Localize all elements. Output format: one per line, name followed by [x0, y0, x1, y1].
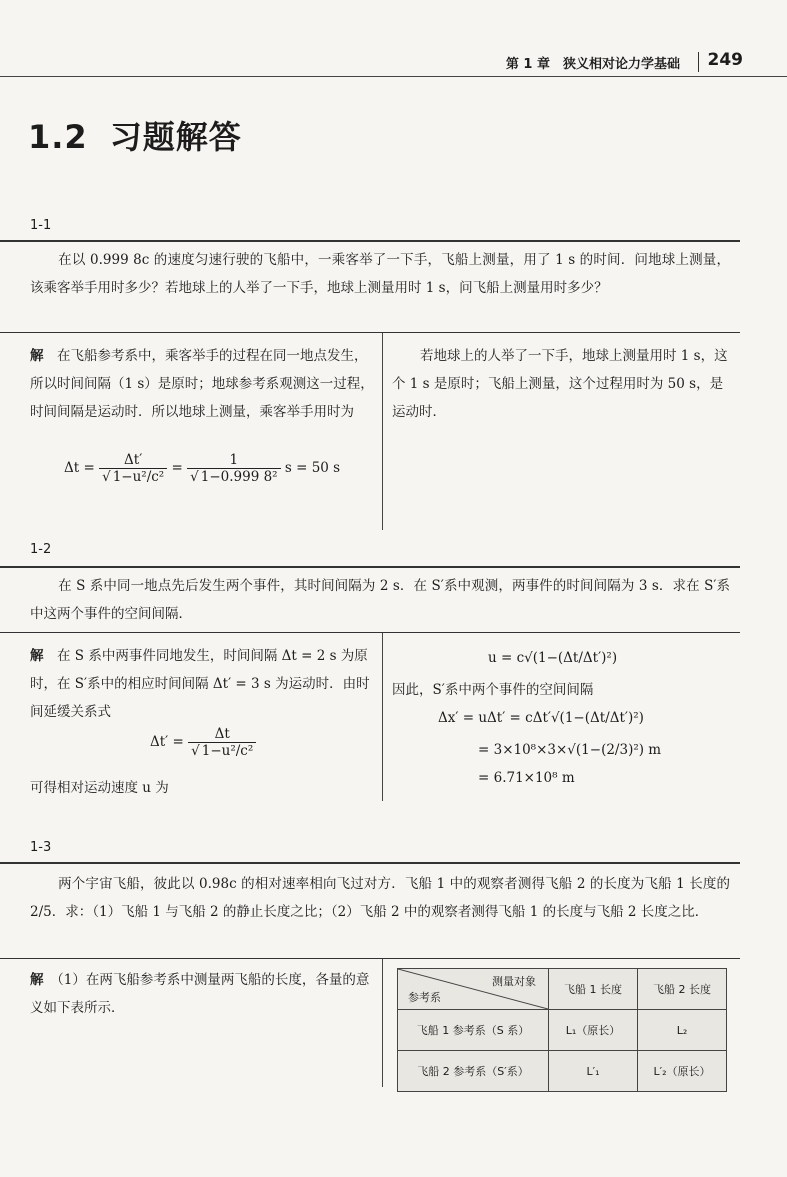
page-number: 249 — [707, 50, 743, 70]
page-header — [440, 50, 765, 76]
solution-rule — [0, 958, 740, 959]
table-row — [398, 1051, 727, 1092]
column-divider — [382, 633, 383, 801]
problem-rule — [0, 566, 740, 568]
header-rule — [0, 76, 787, 77]
solution-rule — [0, 632, 740, 633]
problem-rule — [0, 240, 740, 242]
section-heading: 习题解答 — [109, 118, 242, 156]
table-cell: L′₁ — [549, 1051, 638, 1092]
table-header-cell: 飞船 2 长度 — [638, 969, 727, 1010]
corner-bottom-label: 参考系 — [408, 991, 441, 1004]
equation: = 6.71×10⁸ m — [478, 770, 575, 786]
chapter-title: 第 1 章 狭义相对论力学基础 — [505, 57, 680, 72]
solution-left: 解 在飞船参考系中，乘客举手的过程在同一地点发生，所以时间间隔（1 s）是原时；地球参考系观测这一过程，时间间隔是运动时．所以地球上测量，乘客举手用时为 — [30, 348, 374, 420]
length-table — [397, 968, 727, 1092]
table-row-label: 飞船 2 参考系（S′系） — [398, 1051, 549, 1092]
problem-question: 两个宇宙飞船，彼此以 0.98c 的相对速率相向飞过对方．飞船 1 中的观察者测得飞船 2 的长度为飞船 1 长度的 2/5．求：（1）飞船 1 与飞船 2 的静止长度之比；（2）飞船 2 中的观察者测得飞船 1 的长度与飞船 2 长度之比． — [30, 876, 730, 920]
solution-left: 解 在 S 系中两事件同地发生，时间间隔 Δt = 2 s 为原时，在 S′系中的相应时间间隔 Δt′ = 3 s 为运动时．由时间延缓关系式 — [30, 648, 370, 720]
solution-rule — [0, 332, 740, 333]
table-cell: L₁（原长） — [549, 1010, 638, 1051]
table-cell: L′₂（原长） — [638, 1051, 727, 1092]
problem-id: 1-3 — [30, 840, 52, 855]
table-cell: L₂ — [638, 1010, 727, 1051]
section-number: 1.2 — [28, 118, 88, 156]
problem-id: 1-1 — [30, 218, 52, 233]
corner-top-label: 测量对象 — [492, 975, 536, 988]
equation: = 3×10⁸×3×√(1−(2/3)²) m — [478, 742, 662, 758]
solution-right: 因此，S′系中两个事件的空间间隔 — [392, 682, 594, 698]
table-row — [398, 1010, 727, 1051]
problem-question: 在 S 系中同一地点先后发生两个事件，其时间间隔为 2 s．在 S′系中观测，两事件的时间间隔为 3 s．求在 S′系中这两个事件的空间间隔． — [30, 578, 730, 622]
equation: Δx′ = uΔt′ = cΔt′√(1−(Δt/Δt′)²) — [438, 710, 644, 726]
equation: u = c√(1−(Δt/Δt′)²) — [488, 650, 618, 666]
solution-left-tail: 可得相对运动速度 u 为 — [30, 780, 169, 796]
equation: Δt′ = $\frac{\Delta t}{\text{√ 1−u²/c²}}$ — [150, 726, 256, 759]
problem-id: 1-2 — [30, 542, 52, 557]
table-header-cell: 飞船 1 长度 — [549, 969, 638, 1010]
table-row-label: 飞船 1 参考系（S 系） — [398, 1010, 549, 1051]
table-corner-cell — [398, 969, 549, 1010]
problem-question: 在以 0.999 8c 的速度匀速行驶的飞船中，一乘客举了一下手，飞船上测量，用了 1 s 的时间．问地球上测量，该乘客举手用时多少？若地球上的人举了一下手，地球上测量用时 1 s，问飞船上测量用时多少？ — [30, 252, 730, 296]
header-divider — [698, 52, 699, 72]
section-title — [28, 112, 242, 158]
column-divider — [382, 333, 383, 530]
column-divider — [382, 959, 383, 1087]
problem-rule — [0, 862, 740, 864]
solution-left: 解 （1）在两飞船参考系中测量两飞船的长度，各量的意义如下表所示． — [30, 972, 370, 1016]
solution-right: 若地球上的人举了一下手，地球上测量用时 1 s，这个 1 s 是原时；飞船上测量，这个过程用时为 50 s，是运动时． — [392, 348, 728, 420]
equation: Δt = $\frac{\Delta t'}{\text{√ 1−u²/c²}}$ = $\frac{1}{\text{√ 1−0.999 8²}}$ s = 50 s — [64, 452, 341, 485]
